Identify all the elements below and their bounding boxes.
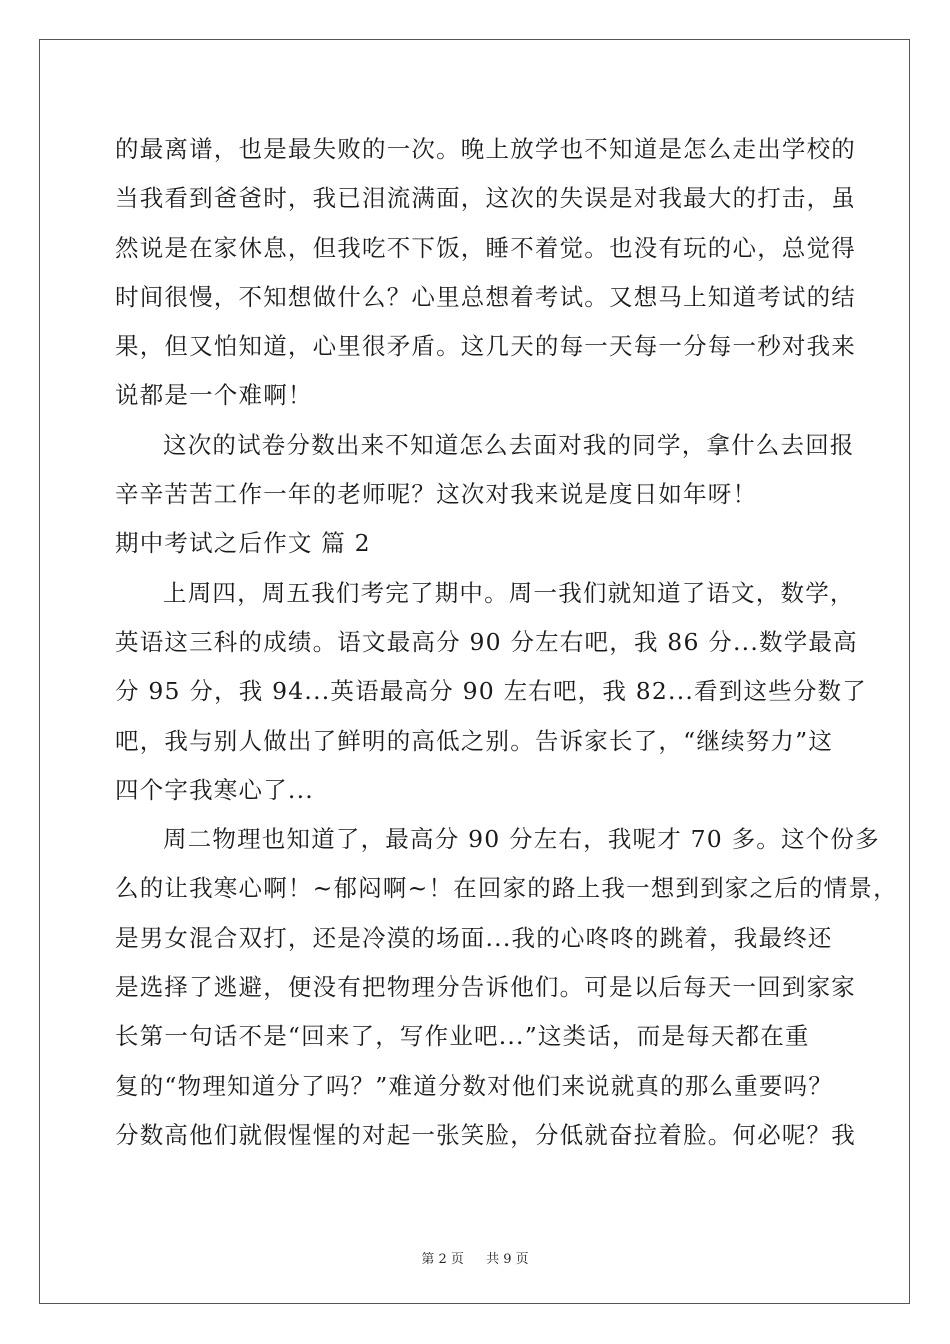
body-line: 时间很慢，不知想做什么？心里总想着考试。又想马上知道考试的结 <box>115 282 856 311</box>
body-line: 果，但又怕知道，心里很矛盾。这几天的每一天每一分每一秒对我来 <box>115 332 856 361</box>
section-heading: 期中考试之后作文 篇 2 <box>115 529 371 558</box>
paragraph-start-line: 这次的试卷分数出来不知道怎么去面对我的同学，拿什么去回报 <box>163 430 855 459</box>
paragraph-start-line: 上周四，周五我们考完了期中。周一我们就知道了语文，数学， <box>163 578 855 607</box>
page-total: 共 9 页 <box>486 1252 529 1267</box>
body-line: 分数高他们就假惺惺的对起一张笑脸，分低就奋拉着脸。何必呢？我 <box>115 1120 856 1149</box>
body-line: 当我看到爸爸时，我已泪流满面，这次的失误是对我最大的打击，虽 <box>115 184 856 213</box>
body-line: 么的让我寒心啊！~郁闷啊~！在回家的路上我一想到到家之后的情景， <box>115 874 898 903</box>
body-line: 辛辛苦苦工作一年的老师呢？这次对我来说是度日如年呀！ <box>115 480 758 509</box>
body-line: 说都是一个难啊！ <box>115 381 313 410</box>
body-line: 是选择了逃避，便没有把物理分告诉他们。可是以后每天一回到家家 <box>115 973 856 1002</box>
body-line: 英语这三科的成绩。语文最高分 90 分左右吧，我 86 分...数学最高 <box>115 627 858 656</box>
page-footer <box>0 1248 950 1267</box>
body-line: 长第一句话不是“回来了，写作业吧...”这类话，而是每天都在重 <box>115 1022 810 1051</box>
body-line: 分 95 分，我 94...英语最高分 90 左右吧，我 82...看到这些分数了 <box>115 677 867 706</box>
body-line: 是男女混合双打，还是冷漠的场面...我的心咚咚的跳着，我最终还 <box>115 923 833 952</box>
body-line: 复的“物理知道分了吗？”难道分数对他们来说就真的那么重要吗？ <box>115 1071 834 1100</box>
body-line: 然说是在家休息，但我吃不下饭，睡不着觉。也没有玩的心，总觉得 <box>115 233 856 262</box>
body-line: 的最离谱，也是最失败的一次。晚上放学也不知道是怎么走出学校的 <box>115 135 856 163</box>
document-body <box>115 129 898 1164</box>
page-number: 第 2 页 <box>421 1252 464 1267</box>
body-line: 吧，我与别人做出了鲜明的高低之别。告诉家长了，“继续努力”这 <box>115 726 834 755</box>
paragraph-start-line: 周二物理也知道了，最高分 90 分左右，我呢才 70 多。这个份多 <box>163 825 880 854</box>
body-line: 四个字我寒心了... <box>115 775 314 804</box>
